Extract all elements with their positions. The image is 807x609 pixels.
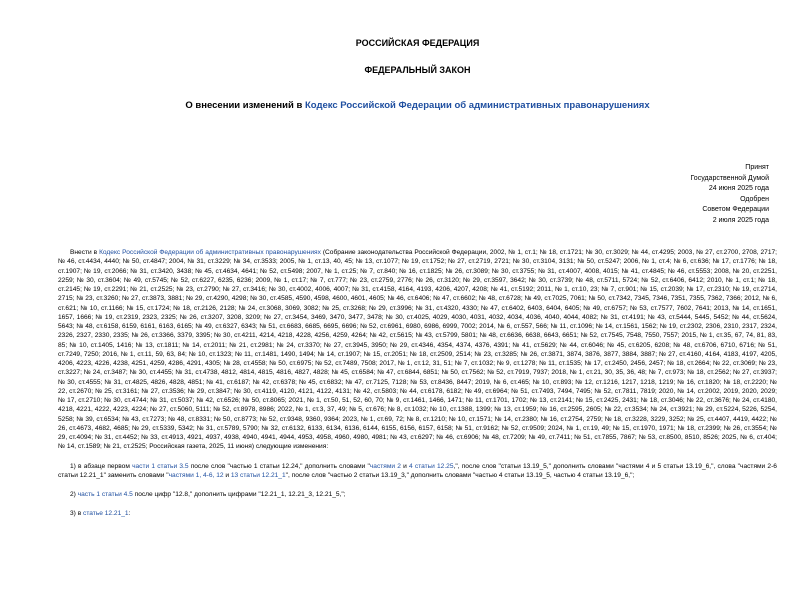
- law-title: [58, 100, 777, 111]
- document-page: [0, 38, 807, 609]
- council-date: 2 июля 2025 года: [712, 216, 769, 224]
- item-1-link-3[interactable]: 4 статьи 12.25: [409, 462, 454, 470]
- item-2-link-1[interactable]: часть 1 статьи 4.5: [77, 491, 133, 498]
- duma-label: Государственной Думой: [690, 174, 769, 182]
- item-1-text-1: 1) в абзаце первом: [70, 462, 133, 470]
- item-2: [58, 490, 777, 499]
- item-1-link-1[interactable]: части 1 статьи 3.5: [132, 462, 189, 470]
- law-title-link[interactable]: Кодекс Российской Федерации об административных правонарушениях: [304, 100, 650, 111]
- item-3-text-1: 3) в: [70, 510, 84, 518]
- item-2-text-2: после цифр "12.8," дополнить цифрами "12.21_1, 12.21_3, 12.21_5,";: [132, 491, 346, 498]
- item-1-link-4[interactable]: частями 1, 4-6, 12: [168, 471, 224, 479]
- approved-label: Одобрен: [740, 195, 769, 203]
- duma-date: 24 июня 2025 года: [708, 185, 769, 192]
- item-1-text-6: ", после слов "частью 2 статьи 13.19_3," дополнить словами "частью 4 статьи 13.19_5, частью 4 статьи 13.19_6,";: [285, 471, 635, 479]
- item-1-link-5[interactable]: 13 статьи 12.21_1: [230, 471, 286, 479]
- law-title-prefix: О внесении изменений в: [185, 100, 305, 111]
- council-label: Советом Федерации: [702, 206, 769, 213]
- item-1-link-2[interactable]: частями 2: [369, 462, 401, 470]
- country-heading: РОССИЙСКАЯ ФЕДЕРАЦИЯ: [355, 38, 480, 48]
- item-1-text-2: после слов "частью 1 статьи 12.24," дополнить словами ": [188, 462, 370, 470]
- document-type-heading: ФЕДЕРАЛЬНЫЙ ЗАКОН: [364, 65, 471, 75]
- intro-text: (Собрание законодательства Российской Федерации, 2002, № 1, ст.1; № 18, ст.1721; № 30, ст.3029; № 44, ст.4295; 2003, № 27, ст.2700, 2708, 2717; № 46, ст.4434, 4440; № 50, ст.4847; 2004, № 31, ст.3229; № 34, ст.3533; 2005, № 1, ст.13, 40, 45; № 13, ст.1077; № 19, ст.1752; № 27, ст.2719, 2721; № 30, ст.3104, 3131; № 50, ст.5247; 2006, № 1, ст.4; № 6, ст.636; № 17, ст.1776; № 18, ст.1907; № 19, ст.2066; № 31, ст.3420, 3438; № 45, ст.4634, 4641; № 52, ст.5498; 2007, № 1, ст.25; № 7, ст.840; № 16, ст.1825; № 26, ст.3089; № 30, ст.3755; № 31, ст.4007, 4008, 4015; № 41, ст.4845; № 46, ст.5553; 2008, № 20, ст.2251, 2259; № 30, ст.3604; № 49, ст.5745; № 52, ст.6227, 6235, 6236; 2009, № 1, ст.17; № 7, ст.777; № 23, ст.2759, 2776; № 26, ст.3120; № 29, ст.3597, 3642; № 30, ст.3739; № 48, ст.5711, 5724; № 52, ст.6406, 6412; 2010, № 1, ст.1; № 18, ст.2145; № 19, ст.2291; № 21, ст.2525; № 23, ст.2790; № 27, ст.3416; № 30, ст.4002, 4006, 4007; № 31, ст.4158, 4164, 4193, 4206, 4207, 4208; № 41, ст.5192; 2011, № 1, ст.10, 23; № 7, ст.901; № 15, ст.2039; № 17, ст.2310; № 19, ст.2714, 2715; № 23, ст.3260; № 27, ст.3873, 3881; № 29, ст.4290, 4298; № 30, ст.4585, 4590, 4598, 4600, 4601, 4605; № 46, ст.6406; № 47, ст.6602; № 48, ст.6728; № 49, ст.7025, 7061; № 50, ст.7342, 7345, 7346, 7351, 7355, 7362, 7366; 2012, № 6, ст.621; № 10, ст.1166; № 15, ст.1724; № 18, ст.2126, 2128; № 24, ст.3068, 3069, 3082; № 25, ст.3268; № 29, ст.3996; № 31, ст.4320, 4330; № 47, ст.6402, 6403, 6404, 6405; № 49, ст.6757; № 53, ст.7577, 7602, 7641; 2013, № 14, ст.1651, 1657, 1666; № 19, ст.2319, 2323, 2325; № 26, ст.3207, 3208, 3209; № 27, ст.3454, 3469, 3470, 3477, 3478; № 30, ст.4025, 4029, 4030, 4031, 4032, 4034, 4036, 4040, 4044, 4082; № 31, ст.4191; № 43, ст.5444, 5445, 5452; № 44, ст.5624, 5643; № 48, ст.6158, 6159, 6161, 6163, 6165; № 49, ст.6327, 6343; № 51, ст.6683, 6685, 6695, 6696; № 52, ст.6961, 6980, 6986, 6999, 7002; 2014, № 6, ст.557, 566; № 11, ст.1096; № 14, ст.1561, 1562; № 19, ст.2302, 2306, 2310, 2317, 2324, 2326, 2327, 2330, 2335; № 26, ст.3366, 3379, 3395; № 30, ст.4211, 4214, 4218, 4228, 4256, 4259, 4264; № 42, ст.5615; № 43, ст.5799, 5801; № 48, ст.6636, 6638, 6643, 6651; № 52, ст.7545, 7548, 7550, 7557; 2015, № 1, ст.35, 67, 74, 81, 83, 85; № 10, ст.1405, 1416; № 13, ст.1811; № 14, ст.2011; № 21, ст.2981; № 24, ст.3370; № 27, ст.3945, 3950; № 29, ст.4346, 4354, 4374, 4376, 4391; № 41, ст.5629; № 44, ст.6046; № 45, ст.6205, 6208; № 48, ст.6706, 6710, 6716; № 51, ст.7249, 7250; 2016, № 1, ст.11, 59, 63, 84; № 10, ст.1323; № 11, ст.1481, 1490, 1494; № 14, ст.1907; № 15, ст.2051; № 18, ст.2509, 2514; № 23, ст.3285; № 26, ст.3871, 3874, 3876, 3877, 3884, 3887; № 27, ст.4160, 4164, 4183, 4197, 4205, 4206, 4223, 4226, 4238, 4251, 4259, 4286, 4291, 4305; № 28, ст.4558; № 50, ст.6975; № 52, ст.7489, 7508; 2017, № 1, ст.12, 31, 51; № 7, ст.1032; № 9, ст.1278; № 11, ст.1535; № 17, ст.2450, 2456, 2457; № 18, ст.2664; № 22, ст.3069; № 23, ст.3227; № 24, ст.3487; № 30, ст.4455; № 31, ст.4738, 4812, 4814, 4815, 4816, 4827, 4828; № 45, ст.6584; № 47, ст.6844, 6851; № 50, ст.7562; № 52, ст.7919, 7937; 2018, № 1, ст.21, 30, 35, 36, 48; № 7, ст.973; № 18, ст.2562; № 27, ст.3937; № 30, ст.4555; № 31, ст.4825, 4826, 4828, 4851; № 41, ст.6187; № 42, ст.6378; № 45, ст.6832; № 47, ст.7125, 7128; № 53, ст.8436, 8447; 2019, № 6, ст.465; № 10, ст.893; № 12, ст.1216, 1217, 1218, 1219; № 16, ст.1820; № 18, ст.2220; № 22, ст.2670; № 25, ст.3161; № 27, ст.3536; № 29, ст.3847; № 30, ст.4119, 4120, 4121, 4122, 4131; № 42, ст.5803; № 44, ст.6178, 6182; № 49, ст.6964; № 51, ст.7493, 7494, 7495; № 52, ст.7811, 7819; 2020, № 14, ст.2002, 2019, 2020, 2029; № 17, ст.2710; № 30, ст.4744; № 31, ст.5037; № 42, ст.6526; № 50, ст.8065; 2021, № 1, ст.50, 51, 52, 60, 70; № 9, ст.1461, 1466, 1471; № 11, ст.1701, 1702; № 13, ст.2141; № 15, ст.2425, 2431; № 18, ст.3046; № 22, ст.3676; № 24, ст.4180, 4218, 4221, 4222, 4223, 4224; № 27, ст.5060, 5111; № 52, ст.8978, 8986; 2022, № 1, ст.3, 37, 49; № 5, ст.676; № 8, ст.1032; № 10, ст.1388, 1399; № 13, ст.1959; № 16, ст.2595, 2605; № 22, ст.3534; № 24, ст.3921; № 29, ст.5224, 5226, 5254, 5258; № 39, ст.6534; № 43, ст.7273; № 48, ст.8331; № 50, ст.8773; № 52, ст.9348, 9360, 9364; 2023, № 1, ст.69, 72; № 8, ст.1210; № 10, ст.1571; № 14, ст.2380; № 16, ст.2754, 2759; № 18, ст.3228, 3229, 3252; № 25, ст.4407, 4419, 4422; № 26, ст.4673, 4682, 4685; № 29, ст.5339, 5342; № 31, ст.5789, 5790; № 32, ст.6132, 6133, 6134, 6136, 6144, 6155, 6156, 6157, 6158; № 51, ст.9162; № 52, ст.9509; 2024, № 1, ст.19, 49; № 15, ст.1970, 1971; № 18, ст.2399; № 26, ст.3554; № 29, ст.4094; № 31, ст.4452; № 33, ст.4913, 4921, 4937, 4938, 4940, 4941, 4944, 4953, 4958, 4960, 4980, 4981; № 43, ст.6297; № 46, ст.6906; № 48, ст.7209; № 49, ст.7411; № 51, ст.7855, 7867; № 53, ст.8500, 8510, 8526; 2025, № 6, ст.404; № 14, ст.1589; № 21, ст.2525; Российская газета, 2025, 11 июня) следующие изменения:: [58, 249, 778, 451]
- item-2-text-1: 2): [70, 491, 78, 498]
- intro-paragraph: [58, 248, 777, 452]
- adopted-label: Принят: [745, 164, 769, 171]
- item-3-text-2: :: [128, 510, 131, 518]
- intro-code-link[interactable]: Кодекс Российской Федерации об административных правонарушениях: [99, 249, 321, 256]
- intro-prefix: Внести в: [70, 249, 100, 256]
- item-1-text-3: и: [400, 462, 410, 470]
- item-3-link-1[interactable]: статье 12.21_1: [83, 510, 129, 518]
- item-1-text-5: и: [223, 471, 231, 479]
- law-body: [58, 248, 777, 519]
- item-3: [58, 509, 777, 518]
- item-1-text-4: ,", после слов "статьи 13.19_5," дополнить словами "частями 4 и 5 статьи 13.19_6,", слова "частями 2-6 статьи 12.21_1" заменить словами ": [58, 462, 777, 479]
- item-1: [58, 462, 777, 481]
- adoption-block: [690, 163, 769, 226]
